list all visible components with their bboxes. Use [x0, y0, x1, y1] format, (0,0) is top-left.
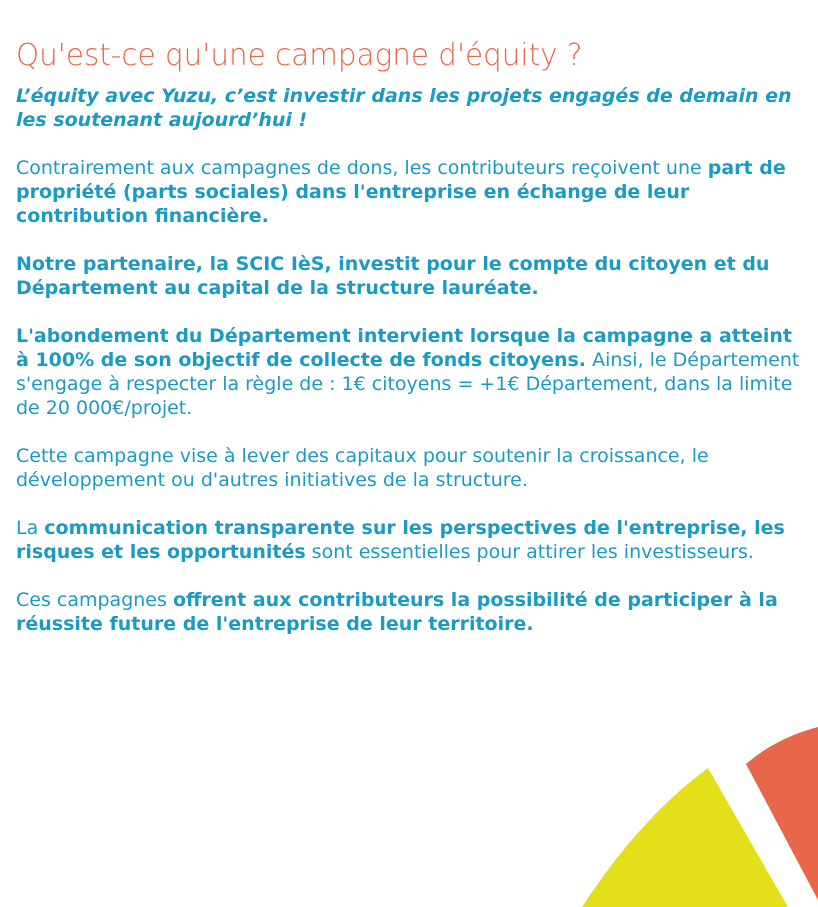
paragraph-opportunity-bold: offrent aux contributeurs la possibilité de participer à la réussite future de l'entreprise de leur territoire.: [16, 589, 778, 635]
page-title: Qu'est-ce qu'une campagne d'équity ?: [16, 38, 583, 74]
paragraph-abondement-bold: L'abondement du Département intervient lorsque la campagne a atteint à 100% de son objectif de collecte de fonds citoyens.: [16, 325, 792, 371]
paragraph-ownership-text: Contrairement aux campagnes de dons, les contributeurs reçoivent une: [16, 157, 708, 179]
paragraph-communication-bold: communication transparente sur les perspectives de l'entreprise, les risques et les opportunités: [16, 517, 785, 563]
yellow-slice-shape: [582, 768, 788, 907]
paragraph-partner-bold: Notre partenaire, la SCIC IèS, investit pour le compte du citoyen et du Département au capital de la structure lauréate.: [16, 253, 770, 299]
paragraph-communication-text-2: sont essentielles pour attirer les investisseurs.: [305, 541, 754, 563]
paragraph-opportunity-text: Ces campagnes: [16, 589, 173, 611]
intro-paragraph: L’équity avec Yuzu, c’est investir dans les projets engagés de demain en les soutenant aujourd’hui !: [16, 85, 792, 131]
paragraph-ownership-bold: part de propriété (parts sociales) dans l'entreprise en échange de leur contribution financière.: [16, 157, 786, 227]
paragraph-abondement-text: Ainsi, le Département s'engage à respecter la règle de : 1€ citoyens = +1€ Département, dans la limite de 20 000€/projet.: [16, 349, 800, 419]
paragraph-purpose-text: Cette campagne vise à lever des capitaux pour soutenir la croissance, le développement ou d'autres initiatives de la structure.: [16, 445, 709, 491]
paragraph-communication-text-1: La: [16, 517, 45, 539]
